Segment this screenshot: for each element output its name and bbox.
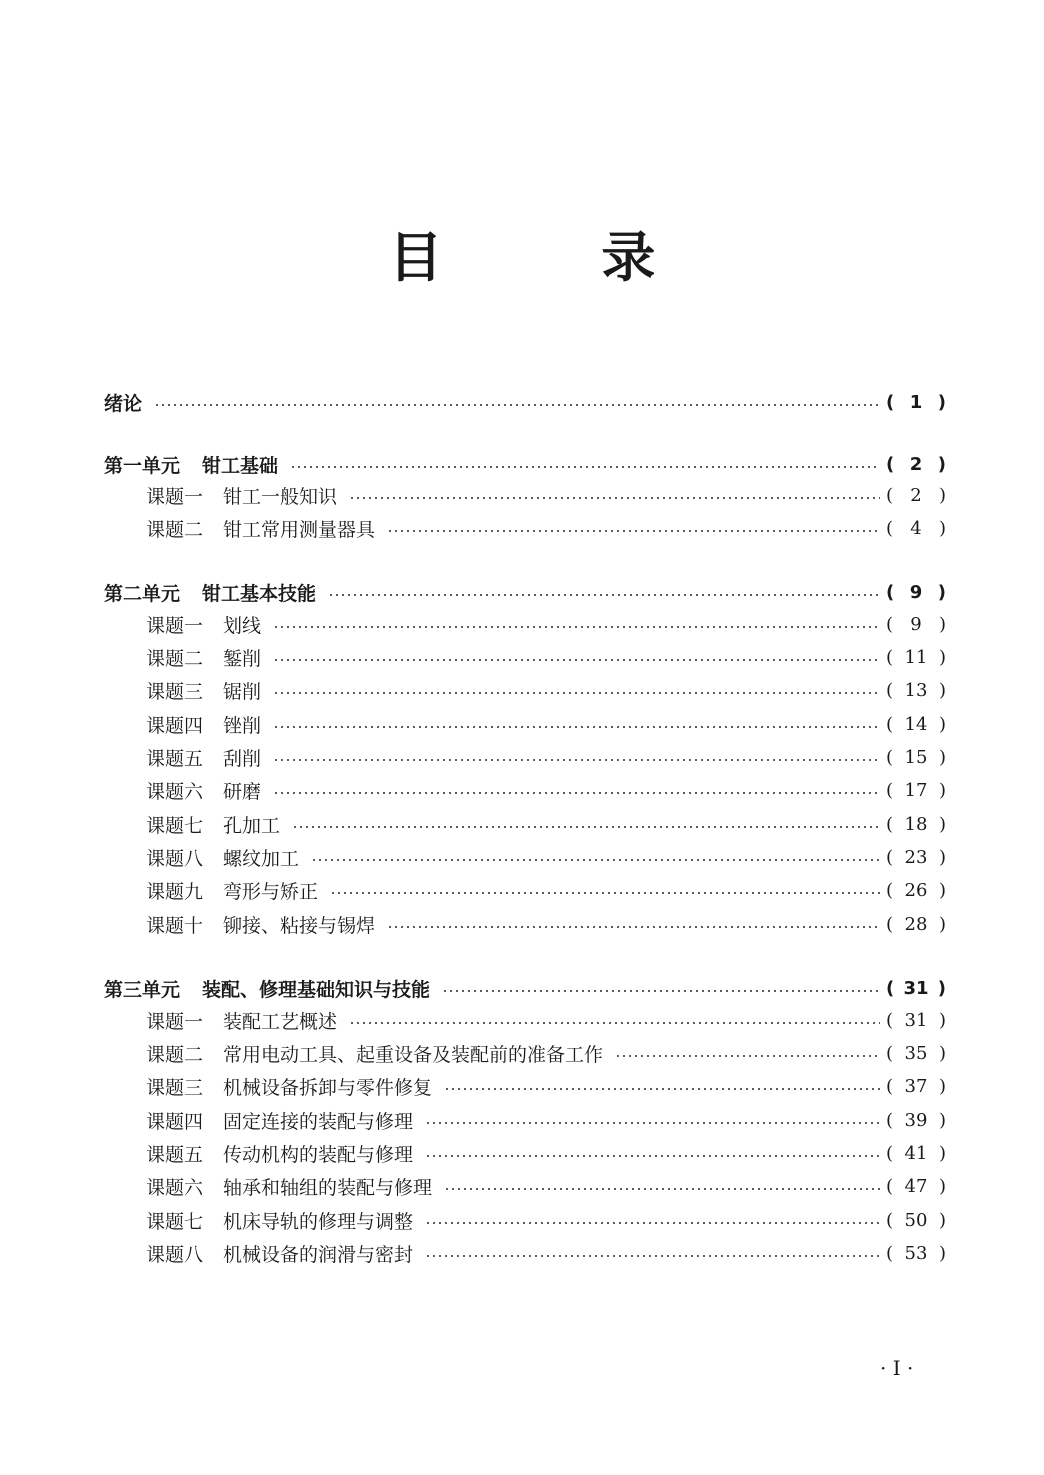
toc-entry-number: 课题七 <box>146 814 204 837</box>
dot-leader <box>444 1188 880 1190</box>
toc-entry-number: 课题五 <box>146 747 204 770</box>
toc-entry-title: 螺纹加工 <box>223 847 300 870</box>
toc-entry-title: 研磨 <box>223 780 262 803</box>
dot-leader <box>273 659 880 661</box>
toc-page-ref: ( 1 ) <box>886 391 946 413</box>
toc-page-ref: ( 50 ) <box>886 1209 946 1231</box>
toc-entry-title: 机械设备拆卸与零件修复 <box>223 1076 433 1099</box>
dot-leader <box>311 859 880 861</box>
dot-leader <box>349 497 880 499</box>
toc-page-ref: ( 2 ) <box>886 484 946 506</box>
toc-page-ref: ( 41 ) <box>886 1142 946 1164</box>
dot-leader <box>328 594 880 596</box>
toc-page-number: 9 <box>910 613 922 635</box>
toc-entry-number: 课题十 <box>146 914 204 937</box>
dot-leader <box>273 626 880 628</box>
toc-page-number: 14 <box>904 713 928 735</box>
toc-unit-row <box>104 577 946 607</box>
dot-leader <box>425 1155 880 1157</box>
toc-page-number: 53 <box>904 1242 928 1264</box>
toc-page-number: 35 <box>904 1042 928 1064</box>
toc-page-number: 41 <box>904 1142 928 1164</box>
toc-lesson-row <box>146 1005 946 1035</box>
page-title: 目 录 <box>388 226 726 289</box>
dot-leader <box>154 404 880 406</box>
toc-entry-title: 装配、修理基础知识与技能 <box>202 978 431 1001</box>
toc-page-number: 37 <box>904 1075 928 1097</box>
toc-page-ref: ( 15 ) <box>886 746 946 768</box>
toc-page-ref: ( 17 ) <box>886 779 946 801</box>
toc-entry-number: 课题八 <box>146 847 204 870</box>
toc-entry-title: 机床导轨的修理与调整 <box>223 1210 414 1233</box>
toc-entry-title: 轴承和轴组的装配与修理 <box>223 1176 433 1199</box>
toc-page-ref: ( 35 ) <box>886 1042 946 1064</box>
dot-leader <box>425 1255 880 1257</box>
toc-entry-title: 錾削 <box>223 647 262 670</box>
toc-page-ref: ( 2 ) <box>886 453 946 475</box>
toc-page-number: 18 <box>904 813 928 835</box>
toc-unit-row <box>104 973 946 1003</box>
dot-leader <box>273 792 880 794</box>
toc-entry-number: 第一单元 <box>104 454 181 477</box>
toc-unit-row <box>104 387 946 417</box>
toc-page-number: 31 <box>904 1009 928 1031</box>
toc-page-ref: ( 53 ) <box>886 1242 946 1264</box>
toc-lesson-row <box>146 480 946 510</box>
dot-leader <box>273 726 880 728</box>
toc-entry-number: 课题七 <box>146 1210 204 1233</box>
toc-page-ref: ( 31 ) <box>886 977 946 999</box>
toc-entry-number: 课题三 <box>146 1076 204 1099</box>
toc-lesson-row <box>146 1205 946 1235</box>
toc-page-ref: ( 31 ) <box>886 1009 946 1031</box>
toc-entry-title: 划线 <box>223 614 262 637</box>
toc-page-number: 23 <box>904 846 928 868</box>
toc-page-ref: ( 47 ) <box>886 1175 946 1197</box>
toc-lesson-row <box>146 675 946 705</box>
dot-leader <box>387 530 880 532</box>
toc-lesson-row <box>146 875 946 905</box>
toc-page-ref: ( 23 ) <box>886 846 946 868</box>
toc-entry-title: 绪论 <box>104 392 143 415</box>
dot-leader <box>425 1122 880 1124</box>
toc-page-number: 50 <box>904 1209 928 1231</box>
toc-entry-number: 课题二 <box>146 518 204 541</box>
toc-page-number: 39 <box>904 1109 928 1131</box>
toc-page-number: 15 <box>904 746 928 768</box>
toc-page-ref: ( 9 ) <box>886 581 946 603</box>
toc-entry-number: 第三单元 <box>104 978 181 1001</box>
toc-entry-title: 机械设备的润滑与密封 <box>223 1243 414 1266</box>
dot-leader <box>615 1055 880 1057</box>
toc-entry-title: 锯削 <box>223 680 262 703</box>
toc-page-ref: ( 14 ) <box>886 713 946 735</box>
toc-page-number: 26 <box>904 879 928 901</box>
toc-page-number: 47 <box>904 1175 928 1197</box>
toc-page-number: 28 <box>904 913 928 935</box>
dot-leader <box>387 926 880 928</box>
toc-page-number: 2 <box>910 484 922 506</box>
toc-page-number: 11 <box>904 646 928 668</box>
toc-page-number: 2 <box>909 453 923 475</box>
toc-entry-number: 课题二 <box>146 1043 204 1066</box>
toc-unit-row <box>104 449 946 479</box>
toc-entry-title: 钳工一般知识 <box>223 485 338 508</box>
toc-entry-number: 课题四 <box>146 1110 204 1133</box>
toc-entry-title: 固定连接的装配与修理 <box>223 1110 414 1133</box>
toc-entry-number: 课题一 <box>146 614 204 637</box>
toc-entry-title: 钳工常用测量器具 <box>223 518 376 541</box>
toc-entry-number: 课题一 <box>146 1010 204 1033</box>
toc-lesson-row <box>146 513 946 543</box>
toc-page-number: 4 <box>910 517 922 539</box>
dot-leader <box>442 990 880 992</box>
toc-page-number: 31 <box>903 977 929 999</box>
toc-entry-title: 传动机构的装配与修理 <box>223 1143 414 1166</box>
toc-lesson-row <box>146 809 946 839</box>
toc-page-number: 1 <box>909 391 923 413</box>
toc-page-number: 9 <box>909 581 923 603</box>
toc-page-ref: ( 9 ) <box>886 613 946 635</box>
toc-entry-number: 课题二 <box>146 647 204 670</box>
toc-entry-number: 课题八 <box>146 1243 204 1266</box>
toc-page-ref: ( 13 ) <box>886 679 946 701</box>
toc-entry-title: 钳工基本技能 <box>202 582 317 605</box>
toc-lesson-row <box>146 842 946 872</box>
toc-page-ref: ( 11 ) <box>886 646 946 668</box>
dot-leader <box>444 1088 880 1090</box>
toc-lesson-row <box>146 609 946 639</box>
dot-leader <box>425 1222 880 1224</box>
toc-entry-title: 装配工艺概述 <box>223 1010 338 1033</box>
toc-page-number: 17 <box>904 779 928 801</box>
toc-lesson-row <box>146 1171 946 1201</box>
toc-entry-number: 课题一 <box>146 485 204 508</box>
toc-lesson-row <box>146 1138 946 1168</box>
toc-entry-title: 钳工基础 <box>202 454 279 477</box>
toc-entry-number: 课题四 <box>146 714 204 737</box>
toc-entry-title: 锉削 <box>223 714 262 737</box>
page-number-folio: · I · <box>880 1356 914 1380</box>
toc-page-ref: ( 18 ) <box>886 813 946 835</box>
toc-page-ref: ( 4 ) <box>886 517 946 539</box>
toc-page-number: 13 <box>904 679 928 701</box>
dot-leader <box>273 692 880 694</box>
toc-entry-number: 课题九 <box>146 880 204 903</box>
toc-entry-title: 弯形与矫正 <box>223 880 319 903</box>
toc-page-ref: ( 39 ) <box>886 1109 946 1131</box>
dot-leader <box>290 466 880 468</box>
toc-lesson-row <box>146 642 946 672</box>
toc-page-ref: ( 28 ) <box>886 913 946 935</box>
toc-lesson-row <box>146 709 946 739</box>
toc-lesson-row <box>146 1105 946 1135</box>
dot-leader <box>292 826 880 828</box>
toc-page-ref: ( 37 ) <box>886 1075 946 1097</box>
toc-entry-number: 课题五 <box>146 1143 204 1166</box>
toc-entry-number: 课题三 <box>146 680 204 703</box>
toc-entry-title: 铆接、粘接与锡焊 <box>223 914 376 937</box>
dot-leader <box>273 759 880 761</box>
toc-entry-number: 课题六 <box>146 1176 204 1199</box>
toc-lesson-row <box>146 909 946 939</box>
toc-lesson-row <box>146 1071 946 1101</box>
dot-leader <box>330 892 880 894</box>
toc-entry-title: 刮削 <box>223 747 262 770</box>
toc-lesson-row <box>146 1038 946 1068</box>
dot-leader <box>349 1022 880 1024</box>
toc-lesson-row <box>146 775 946 805</box>
toc-lesson-row <box>146 1238 946 1268</box>
toc-page-ref: ( 26 ) <box>886 879 946 901</box>
toc-entry-title: 孔加工 <box>223 814 281 837</box>
toc-entry-title: 常用电动工具、起重设备及装配前的准备工作 <box>223 1043 604 1066</box>
toc-lesson-row <box>146 742 946 772</box>
toc-entry-number: 课题六 <box>146 780 204 803</box>
toc-entry-number: 第二单元 <box>104 582 181 605</box>
